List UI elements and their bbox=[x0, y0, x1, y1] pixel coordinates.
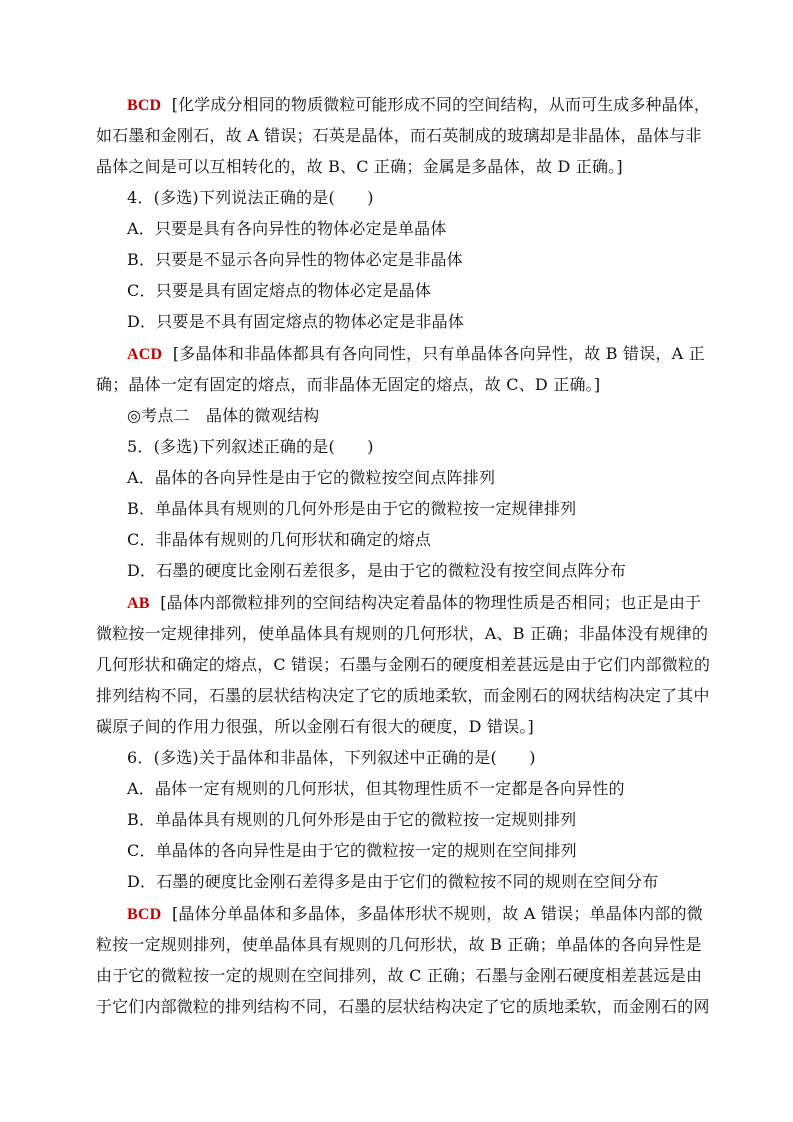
answer-q5-line-3: 几何形状和确定的熔点，C 错误；石墨与金刚石的硬度相差甚远是由于它们内部微粒的 bbox=[96, 655, 711, 674]
section-heading: ◎考点二 晶体的微观结构 bbox=[127, 406, 320, 425]
answer-q3-line-2: 如石墨和金刚石，故 A 错误；石英是晶体，而石英制成的玻璃却是非晶体，晶体与非 bbox=[96, 126, 702, 145]
answer-q4-line-1 bbox=[127, 344, 705, 365]
answer-q6-line-3: 由于它的微粒按一定的规则在空间排列，故 C 正确；石墨与金刚石硬度相差甚远是由 bbox=[96, 966, 703, 985]
question-6-option-c: C．单晶体的各向异性是由于它的微粒按一定的规则在空间排列 bbox=[127, 841, 577, 860]
answer-q5-line-1 bbox=[127, 593, 701, 614]
question-4-option-c: C．只要是具有固定熔点的物体必定是晶体 bbox=[127, 281, 432, 300]
question-6-option-a: A．晶体一定有规则的几何形状，但其物理性质不一定都是各向异性的 bbox=[127, 779, 625, 798]
question-4-option-b: B．只要是不显示各向异性的物体必定是非晶体 bbox=[127, 250, 463, 269]
question-4-option-d: D．只要是不具有固定熔点的物体必定是非晶体 bbox=[127, 312, 465, 331]
answer-text: [多晶体和非晶体都具有各向同性，只有单晶体各向异性，故 B 错误，A 正 bbox=[172, 344, 705, 363]
answer-text: [晶体内部微粒排列的空间结构决定着晶体的物理性质是否相同；也正是由于 bbox=[160, 593, 702, 612]
answer-key-q5: AB bbox=[127, 595, 150, 612]
answer-q6-line-4: 于它们内部微粒的排列结构不同，石墨的层状结构决定了它的质地柔软，而金刚石的网 bbox=[96, 997, 710, 1016]
answer-q5-line-4: 排列结构不同，石墨的层状结构决定了它的质地柔软，而金刚石的网状结构决定了其中 bbox=[96, 686, 710, 705]
answer-q6-line-2: 粒按一定规则排列，使单晶体具有规则的几何形状，故 B 正确；单晶体的各向异性是 bbox=[96, 935, 702, 954]
question-4-stem: 4．(多选)下列说法正确的是( ) bbox=[127, 188, 374, 207]
answer-key-q3: BCD bbox=[127, 97, 162, 114]
answer-key-q4: ACD bbox=[127, 346, 163, 363]
answer-q3-line-1 bbox=[127, 95, 710, 116]
answer-q3-line-3: 晶体之间是可以互相转化的，故 B、C 正确；金属是多晶体，故 D 正确。] bbox=[96, 157, 623, 176]
question-4-option-a: A．只要是具有各向异性的物体必定是单晶体 bbox=[127, 219, 447, 238]
question-5-stem: 5．(多选)下列叙述正确的是( ) bbox=[127, 437, 374, 456]
question-6-stem: 6．(多选)关于晶体和非晶体，下列叙述中正确的是( ) bbox=[127, 748, 536, 767]
question-5-option-d: D．石墨的硬度比金刚石差很多，是由于它的微粒没有按空间点阵分布 bbox=[127, 561, 627, 580]
answer-q5-line-5: 碳原子间的作用力很强，所以金刚石有很大的硬度，D 错误。] bbox=[96, 717, 534, 736]
question-5-option-c: C．非晶体有规则的几何形状和确定的熔点 bbox=[127, 530, 432, 549]
question-5-option-a: A．晶体的各向异性是由于它的微粒按空间点阵排列 bbox=[127, 468, 496, 487]
question-5-option-b: B．单晶体具有规则的几何外形是由于它的微粒按一定规律排列 bbox=[127, 499, 577, 518]
answer-q6-line-1 bbox=[127, 904, 703, 925]
answer-q4-line-2: 确；晶体一定有固定的熔点，而非晶体无固定的熔点，故 C、D 正确。] bbox=[96, 375, 601, 394]
question-6-option-b: B．单晶体具有规则的几何外形是由于它的微粒按一定规则排列 bbox=[127, 810, 577, 829]
answer-text: [化学成分相同的物质微粒可能形成不同的空间结构，从而可生成多种晶体， bbox=[171, 95, 711, 114]
answer-q5-line-2: 微粒按一定规律排列，使单晶体具有规则的几何形状，A、B 正确；非晶体没有规律的 bbox=[96, 624, 709, 643]
question-6-option-d: D．石墨的硬度比金刚石差得多是由于它们的微粒按不同的规则在空间分布 bbox=[127, 872, 659, 891]
answer-text: [晶体分单晶体和多晶体，多晶体形状不规则，故 A 错误；单晶体内部的微 bbox=[171, 904, 703, 923]
answer-key-q6: BCD bbox=[127, 906, 162, 923]
